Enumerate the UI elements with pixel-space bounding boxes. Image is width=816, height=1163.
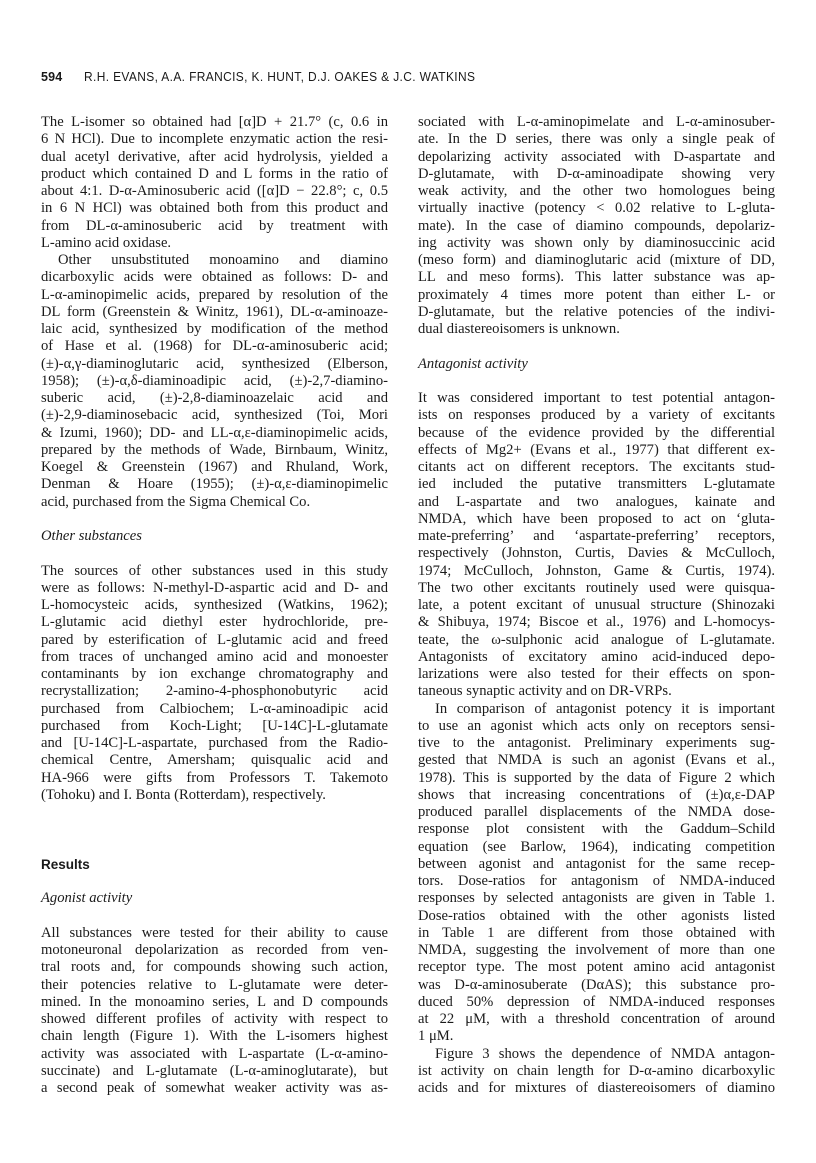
spacer: [41, 821, 388, 838]
text-line: purchased from Calbiochem; L-α-aminoadipic acid: [41, 700, 388, 717]
text-line: a second peak of somewhat weaker activity was as-: [41, 1080, 388, 1096]
text-line: prepared by the methods of Wade, Birnbaum, Winitz,: [41, 441, 388, 458]
text-line: acids and for mixtures of diastereoisomers of diamino: [418, 1080, 775, 1096]
section-heading-results: Results: [41, 856, 90, 872]
paragraph-antagonist-intro: [418, 390, 775, 701]
spacer: [418, 338, 775, 355]
text-line: between agonist and antagonist for the same recep-: [418, 855, 775, 872]
text-line: dual diastereoisomers is unknown.: [418, 321, 620, 337]
running-head: [41, 69, 510, 86]
text-line: sociated with L-α-aminopimelate and L-α-aminosuber-: [418, 114, 775, 130]
text-line: pared by esterification of L-glutamic acid and freed: [41, 631, 388, 648]
text-line: and L-aspartate and two analogues, kainate and: [418, 493, 775, 510]
text-line: chemical Centre, Amersham; quisqualic acid and: [41, 752, 388, 769]
text-line: at 22 μM, with a threshold concentration of around: [418, 1011, 775, 1027]
text-line: (meso form) and diaminoglutaric acid (mixture of DD,: [418, 252, 775, 268]
text-line: The two other excitants routinely used were quisqua-: [418, 579, 775, 596]
text-line: DL form (Greenstein & Winitz, 1961), DL-α-aminoaze-: [41, 303, 388, 320]
text-line: Antagonists of excitatory amino acid-induced depo-: [418, 648, 775, 665]
text-line: (±)-α,γ-diaminoglutaric acid, synthesized (Elberson,: [41, 355, 388, 372]
text-line: response plot consistent with the Gaddum–Schild: [418, 821, 775, 838]
text-line: because of the evidence provided by the differential: [418, 424, 775, 441]
text-line: dual acetyl derivative, after acid hydrolysis, yielded a: [41, 148, 388, 165]
text-line: from DL-α-aminosuberic acid by treatment with: [41, 217, 388, 234]
text-line: receptor type. The most potent amino acid antagonist: [418, 959, 775, 976]
text-line: were as follows: N-methyl-D-aspartic acid and D- and: [41, 579, 388, 596]
paragraph-other-substances: [41, 563, 388, 805]
text-line: motoneuronal depolarization as recorded from ven-: [41, 942, 388, 958]
text-line: ist activity on chain length for D-α-amino dicarboxylic: [418, 1062, 775, 1079]
text-line: HA-966 were gifts from Professors T. Takemoto: [41, 769, 388, 786]
text-line: weak activity, and the other two homologues being: [418, 183, 775, 199]
text-line: about 4:1. D-α-Aminosuberic acid ([α]D − 22.8°; c, 0.5: [41, 183, 388, 199]
text-line: 1974; McCulloch, Johnston, Game & Curtis, 1974).: [418, 562, 775, 579]
text-line: ied included the putative transmitters L-glutamate: [418, 476, 775, 493]
text-line: laic acid, synthesized by modification of the method: [41, 321, 388, 337]
spacer: [41, 839, 388, 856]
text-line: 6 N HCl). Due to incomplete enzymatic action the resi-: [41, 131, 388, 148]
text-line: L-homocysteic acids, synthesized (Watkins, 1962);: [41, 597, 388, 613]
text-line: equation (see Barlow, 1964), indicating competition: [418, 838, 775, 855]
text-line: The L-isomer so obtained had [α]D + 21.7° (c, 0.6 in: [41, 114, 388, 130]
paragraph-other-acids: [41, 252, 388, 511]
text-line: contaminants by ion exchange chromatography and: [41, 666, 388, 682]
text-line: proximately 4 times more potent than either L- or: [418, 286, 775, 303]
text-line: ists on responses produced by a variety of excitants: [418, 407, 775, 424]
text-line: In comparison of antagonist potency it is important: [435, 700, 775, 717]
spacer: [41, 908, 388, 925]
text-line: mate). In the case of diamino compounds, depolariz-: [418, 217, 775, 234]
spacer: [41, 511, 388, 528]
text-line: tive to the antagonist. Preliminary experiments sug-: [418, 735, 775, 751]
text-line: Figure 3 shows the dependence of NMDA antagon-: [435, 1045, 775, 1062]
section-heading-antagonist-activity: Antagonist activity: [418, 355, 528, 372]
spacer: [41, 804, 388, 821]
text-line: succinate) and L-glutamate (L-α-aminoglutarate), but: [41, 1062, 388, 1079]
text-line: larizations were also tested for their effects on spon-: [418, 666, 775, 682]
text-line: recrystallization; 2-amino-4-phosphonobutyric acid: [41, 683, 388, 700]
text-line: showed different profiles of activity with respect to: [41, 1011, 388, 1027]
text-line: (±)-2,9-diaminosebacic acid, synthesized (Toi, Mori: [41, 407, 388, 424]
text-line: produced parallel displacements of the NMDA dose-: [418, 804, 775, 820]
spacer: [41, 873, 388, 890]
text-line: The sources of other substances used in this study: [41, 562, 388, 579]
text-line: effects of Mg2+ (Evans et al., 1977) that different ex-: [418, 441, 775, 458]
text-line: NMDA, which have been proposed to act on ‘gluta-: [418, 510, 775, 527]
text-line: Koegel & Greenstein (1967) and Rhuland, Work,: [41, 459, 388, 475]
text-line: Dose-ratios obtained with the other agonists listed: [418, 907, 775, 924]
paragraph-figure3: [418, 1046, 775, 1098]
text-line: 1 μM.: [418, 1028, 454, 1045]
text-line: chain length (Figure 1). With the L-isomers highest: [41, 1028, 388, 1045]
text-line: L-amino acid oxidase.: [41, 234, 172, 251]
text-line: L-glutamic acid diethyl ester hydrochloride, pre-: [41, 614, 388, 631]
text-line: from traces of unchanged amino acid and monoester: [41, 648, 388, 665]
text-line: tors. Dose-ratios for antagonism of NMDA-induced: [418, 873, 775, 889]
text-line: D-glutamate, but the relative potencies of the indivi-: [418, 303, 775, 320]
text-line: their potencies relative to L-glutamate were deter-: [41, 976, 388, 993]
text-line: citants act on different receptors. The excitants stud-: [418, 459, 775, 475]
text-line: activity was associated with L-aspartate (L-α-amino-: [41, 1045, 388, 1062]
text-line: LL and meso forms). This latter substance was ap-: [418, 269, 775, 286]
text-line: It was considered important to test potential antagon-: [418, 390, 775, 406]
text-line: mined. In the monoamino series, L and D compounds: [41, 993, 388, 1010]
page-number: 594: [41, 70, 63, 84]
text-line: virtually inactive (potency < 0.02 relative to L-gluta-: [418, 200, 775, 217]
text-line: (Tohoku) and I. Bonta (Rotterdam), respectively.: [41, 786, 326, 803]
section-heading-other-substances: Other substances: [41, 528, 142, 544]
text-line: responses by selected antagonists are given in Table 1.: [418, 890, 775, 907]
text-line: depolarizing activity associated with D-aspartate and: [418, 148, 775, 165]
text-line: 1958); (±)-α,δ-diaminoadipic acid, (±)-2,7-diamino-: [41, 372, 388, 389]
text-line: to use an agonist which acts only on receptors sensi-: [418, 717, 775, 734]
text-line: and [U-14C]-L-aspartate, purchased from the Radio-: [41, 735, 388, 751]
text-line: All substances were tested for their ability to cause: [41, 924, 388, 941]
text-line: NMDA, suggesting the involvement of more than one: [418, 942, 775, 958]
text-line: teate, the ω-sulphonic acid analogue of L-glutamate.: [418, 631, 775, 648]
text-line: tral roots and, for compounds showing such action,: [41, 959, 388, 976]
paragraph-agonist-activity: [41, 925, 388, 1098]
text-line: suberic acid, (±)-2,8-diaminoazelaic acid and: [41, 390, 388, 406]
text-line: D-glutamate, with D-α-aminoadipate showing very: [418, 165, 775, 182]
text-line: ate. In the D series, there was only a single peak of: [418, 131, 775, 148]
text-line: ing activity was shown only by diaminosuccinic acid: [418, 234, 775, 251]
running-head-authors: R.H. EVANS, A.A. FRANCIS, K. HUNT, D.J. OAKES & J.C. WATKINS: [84, 69, 476, 84]
text-line: & Izumi, 1960); DD- and LL-α,ε-diaminopimelic acids,: [41, 424, 388, 441]
paragraph-preparation-suberic: [41, 114, 388, 252]
text-line: of Hase et al. (1968) for DL-α-aminosuberic acid;: [41, 338, 388, 355]
text-line: taneous synaptic activity and on DR-VRPs.: [418, 683, 672, 700]
text-line: purchased from Koch-Light; [U-14C]-L-glutamate: [41, 717, 388, 734]
text-line: acid, purchased from the Sigma Chemical Co.: [41, 493, 311, 510]
text-line: Other unsubstituted monoamino and diamino: [58, 252, 388, 268]
text-line: shows that increasing concentrations of (±)α,ε-DAP: [418, 786, 775, 803]
text-line: mate-preferring’ and ‘aspartate-preferring’ receptors,: [418, 528, 775, 544]
text-line: & Shibuya, 1974; Biscoe et al., 1976) and L-homocys-: [418, 614, 775, 631]
text-line: Denman & Hoare (1955); (±)-α,ε-diaminopimelic: [41, 476, 388, 493]
text-line: was D-α-aminosuberate (DαAS); this substance pro-: [418, 976, 775, 993]
left-column: [41, 114, 388, 1097]
text-line: duced 50% depression of NMDA-induced responses: [418, 993, 775, 1010]
text-line: product which contained D and L forms in the ratio of: [41, 165, 388, 182]
paragraph-agonist-continued: [418, 114, 775, 338]
text-line: in Table 1 are different from those obtained with: [418, 924, 775, 941]
section-heading-agonist-activity: Agonist activity: [41, 890, 133, 907]
text-line: 1978). This is supported by the data of Figure 2 which: [418, 769, 775, 786]
paragraph-antagonist-potency: [418, 701, 775, 1046]
spacer: [41, 545, 388, 562]
spacer: [418, 373, 775, 390]
text-line: L-α-aminopimelic acids, prepared by resolution of the: [41, 286, 388, 303]
text-line: dicarboxylic acids were obtained as follows: D- and: [41, 269, 388, 286]
right-column: [418, 114, 775, 1097]
text-line: late, a potent excitant of unusual structure (Shinozaki: [418, 597, 775, 613]
text-line: gested that NMDA is such an agonist (Evans et al.,: [418, 752, 775, 769]
text-line: in 6 N HCl) was obtained both from this product and: [41, 200, 388, 217]
text-line: respectively (Johnston, Curtis, Davies & McCulloch,: [418, 545, 775, 562]
